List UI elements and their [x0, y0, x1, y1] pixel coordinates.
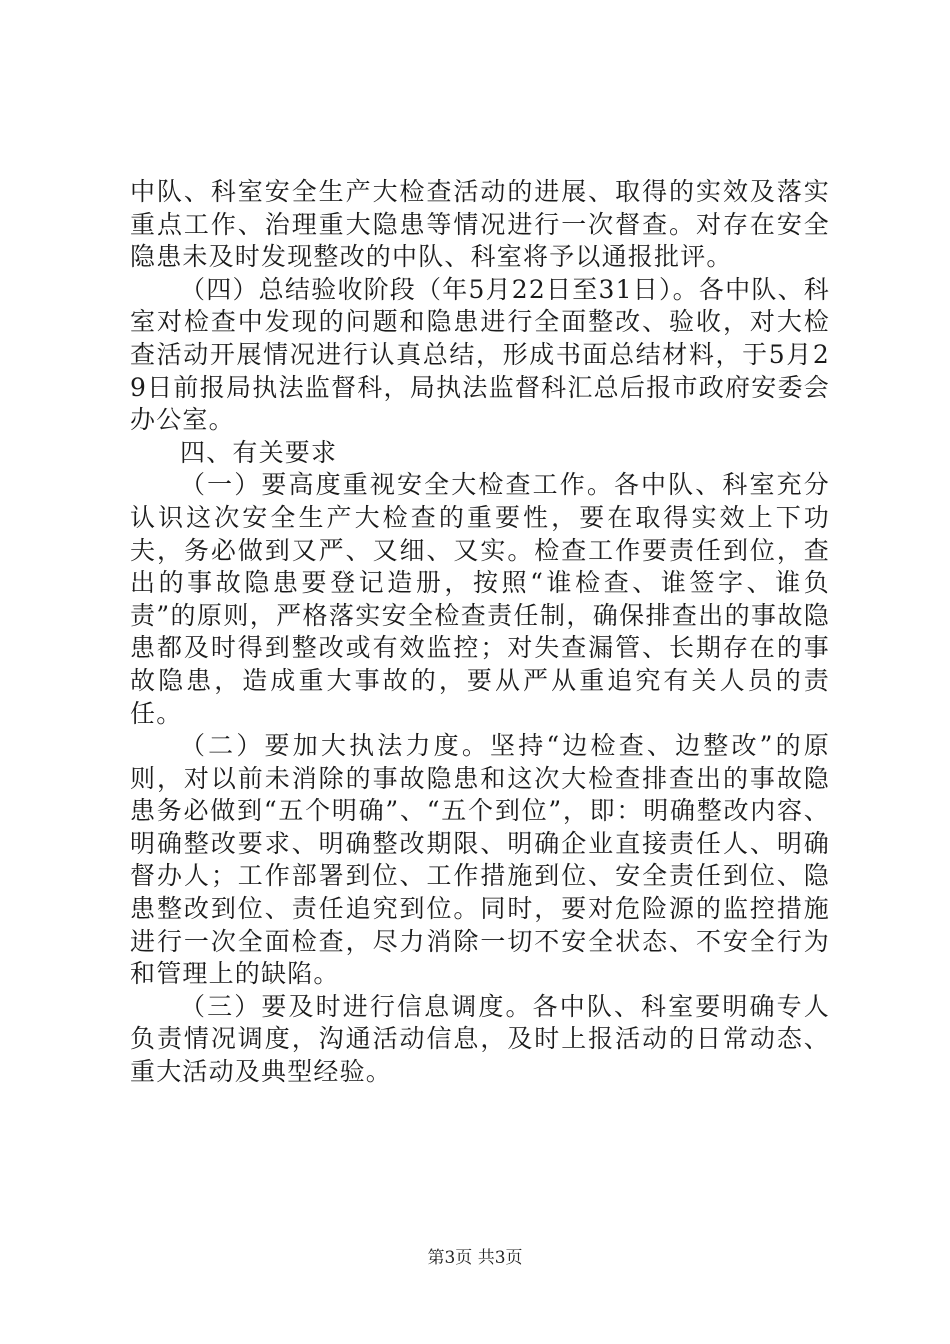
paragraph-requirement-2: （二）要加大执法力度。坚持“边检查、边整改”的原则，对以前未消除的事故隐患和这次大检查排查出的事故隐患务必做到“五个明确”、“五个到位”，即：明确整改内容、明确整改要求、明确整改期限、明确企业直接责任人、明确督办人；工作部署到位、工作措施到位、安全责任到位、隐患整改到位、责任追究到位。同时，要对危险源的监控措施进行一次全面检查，尽力消除一切不安全状态、不安全行为和管理上的缺陷。 [130, 731, 830, 989]
paragraph-requirement-1: （一）要高度重视安全大检查工作。各中队、科室充分认识这次安全生产大检查的重要性，要在取得实效上下功夫，务必做到又严、又细、又实。检查工作要责任到位，查出的事故隐患要登记造册，按照“谁检查、谁签字、谁负责”的原则，严格落实安全检查责任制，确保排查出的事故隐患都及时得到整改或有效监控；对失查漏管、长期存在的事故隐患，造成重大事故的，要从严从重追究有关人员的责任。 [130, 470, 830, 728]
paragraph-continuation: 中队、科室安全生产大检查活动的进展、取得的实效及落实重点工作、治理重大隐患等情况进行一次督查。对存在安全隐患未及时发现整改的中队、科室将予以通报批评。 [130, 177, 830, 272]
paragraph-summary-stage: （四）总结验收阶段（年5月22日至31日）。各中队、科室对检查中发现的问题和隐患进行全面整改、验收，对大检查活动开展情况进行认真总结，形成书面总结材料，于5月29日前报局执法监督科，局执法监督科汇总后报市政府安委会办公室。 [130, 274, 830, 435]
section-heading-requirements: 四、有关要求 [180, 437, 338, 467]
paragraph-requirement-3: （三）要及时进行信息调度。各中队、科室要明确专人负责情况调度，沟通活动信息，及时上报活动的日常动态、重大活动及典型经验。 [130, 991, 830, 1087]
page-number-footer: 第3页 共3页 [427, 1248, 523, 1268]
document-body [130, 176, 830, 1089]
